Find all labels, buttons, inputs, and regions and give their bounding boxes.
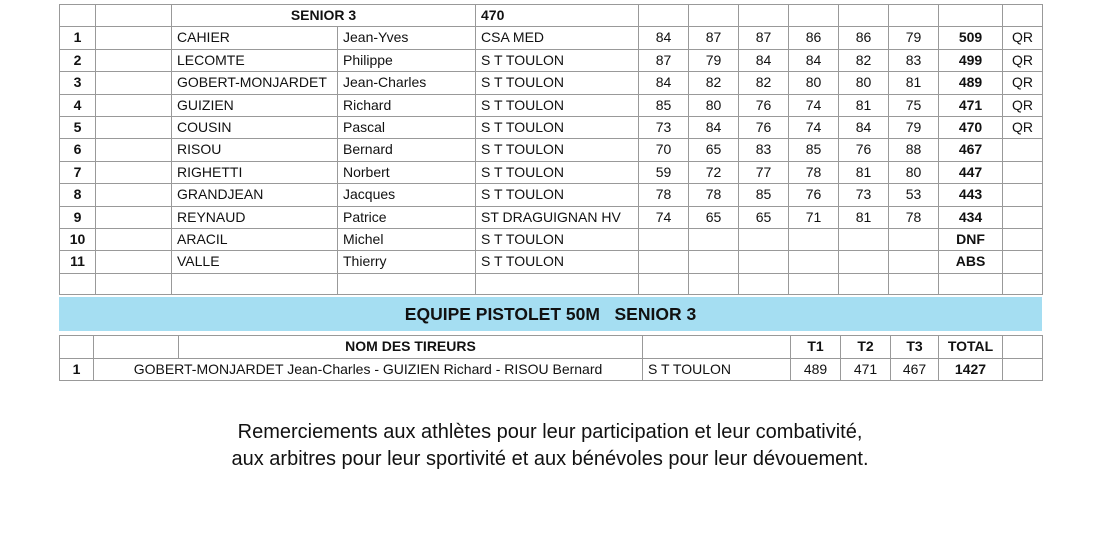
lastname-cell: RISOU bbox=[172, 139, 338, 161]
team-header-row bbox=[60, 336, 1043, 358]
series-score-cell: 74 bbox=[789, 117, 839, 139]
series-score-cell bbox=[839, 229, 889, 251]
series-score-cell: 79 bbox=[689, 49, 739, 71]
blank-cell bbox=[96, 5, 172, 27]
blank-cell bbox=[889, 5, 939, 27]
series-score-cell: 72 bbox=[689, 161, 739, 183]
series-score-cell: 76 bbox=[789, 184, 839, 206]
series-score-cell: 78 bbox=[689, 184, 739, 206]
lastname-cell: CAHIER bbox=[172, 27, 338, 49]
spacer-cell bbox=[338, 273, 476, 294]
series-score-cell: 80 bbox=[839, 72, 889, 94]
team-t3-cell: 467 bbox=[891, 358, 939, 380]
lastname-cell: LECOMTE bbox=[172, 49, 338, 71]
series-score-cell: 75 bbox=[889, 94, 939, 116]
individual-results-table bbox=[59, 4, 1043, 295]
series-score-cell: 84 bbox=[689, 117, 739, 139]
total-cell: 434 bbox=[939, 206, 1003, 228]
qualification-cell: QR bbox=[1003, 27, 1043, 49]
series-score-cell: 84 bbox=[839, 117, 889, 139]
blank-cell bbox=[689, 5, 739, 27]
total-cell: 467 bbox=[939, 139, 1003, 161]
series-score-cell: 80 bbox=[689, 94, 739, 116]
qualification-cell bbox=[1003, 184, 1043, 206]
athlete-row bbox=[60, 27, 1043, 49]
series-score-cell: 80 bbox=[789, 72, 839, 94]
spacer-cell bbox=[739, 273, 789, 294]
total-cell: 499 bbox=[939, 49, 1003, 71]
series-score-cell: 65 bbox=[739, 206, 789, 228]
series-score-cell bbox=[689, 229, 739, 251]
spacer-row bbox=[60, 273, 1043, 294]
lastname-cell: GOBERT-MONJARDET bbox=[172, 72, 338, 94]
series-score-cell: 73 bbox=[839, 184, 889, 206]
series-score-cell: 83 bbox=[889, 49, 939, 71]
series-score-cell: 78 bbox=[889, 206, 939, 228]
series-score-cell: 82 bbox=[839, 49, 889, 71]
rank-cell: 5 bbox=[60, 117, 96, 139]
series-score-cell: 78 bbox=[639, 184, 689, 206]
club-cell: CSA MED bbox=[476, 27, 639, 49]
series-score-cell: 87 bbox=[639, 49, 689, 71]
results-sheet bbox=[59, 4, 1042, 381]
series-score-cell: 74 bbox=[789, 94, 839, 116]
series-score-cell bbox=[839, 251, 889, 273]
series-score-cell bbox=[739, 251, 789, 273]
lastname-cell: GRANDJEAN bbox=[172, 184, 338, 206]
firstname-cell: Richard bbox=[338, 94, 476, 116]
club-cell: S T TOULON bbox=[476, 251, 639, 273]
team-t3-header: T3 bbox=[891, 336, 939, 358]
series-score-cell: 65 bbox=[689, 206, 739, 228]
series-score-cell: 71 bbox=[789, 206, 839, 228]
series-score-cell: 85 bbox=[639, 94, 689, 116]
total-cell: 470 bbox=[939, 117, 1003, 139]
team-results-table bbox=[59, 335, 1043, 381]
firstname-cell: Michel bbox=[338, 229, 476, 251]
blank-cell bbox=[96, 251, 172, 273]
athlete-row bbox=[60, 206, 1043, 228]
athlete-row bbox=[60, 94, 1043, 116]
firstname-cell: Jean-Charles bbox=[338, 72, 476, 94]
blank-cell bbox=[96, 27, 172, 49]
series-score-cell: 83 bbox=[739, 139, 789, 161]
club-cell: S T TOULON bbox=[476, 139, 639, 161]
series-score-cell: 82 bbox=[739, 72, 789, 94]
firstname-cell: Norbert bbox=[338, 161, 476, 183]
series-score-cell bbox=[789, 251, 839, 273]
lastname-cell: ARACIL bbox=[172, 229, 338, 251]
series-score-cell: 76 bbox=[739, 117, 789, 139]
qualification-cell: QR bbox=[1003, 72, 1043, 94]
spacer-cell bbox=[789, 273, 839, 294]
rank-cell: 9 bbox=[60, 206, 96, 228]
qualification-cell bbox=[1003, 161, 1043, 183]
club-cell: S T TOULON bbox=[476, 94, 639, 116]
series-score-cell bbox=[639, 251, 689, 273]
club-cell: ST DRAGUIGNAN HV bbox=[476, 206, 639, 228]
series-score-cell: 80 bbox=[889, 161, 939, 183]
firstname-cell: Thierry bbox=[338, 251, 476, 273]
series-score-cell: 84 bbox=[789, 49, 839, 71]
blank-cell bbox=[643, 336, 791, 358]
blank-cell bbox=[96, 206, 172, 228]
club-cell: S T TOULON bbox=[476, 117, 639, 139]
series-score-cell: 87 bbox=[739, 27, 789, 49]
athlete-row bbox=[60, 184, 1043, 206]
blank-cell bbox=[96, 72, 172, 94]
spacer-cell bbox=[1003, 273, 1043, 294]
series-score-cell: 81 bbox=[889, 72, 939, 94]
series-score-cell: 81 bbox=[839, 206, 889, 228]
series-score-cell: 65 bbox=[689, 139, 739, 161]
series-score-cell: 84 bbox=[639, 72, 689, 94]
series-score-cell: 76 bbox=[839, 139, 889, 161]
series-score-cell: 78 bbox=[789, 161, 839, 183]
total-cell: DNF bbox=[939, 229, 1003, 251]
club-cell: S T TOULON bbox=[476, 49, 639, 71]
series-score-cell: 86 bbox=[839, 27, 889, 49]
series-score-cell: 53 bbox=[889, 184, 939, 206]
spacer-cell bbox=[889, 273, 939, 294]
series-score-cell: 76 bbox=[739, 94, 789, 116]
series-score-cell: 79 bbox=[889, 117, 939, 139]
series-score-cell: 77 bbox=[739, 161, 789, 183]
qualification-cell bbox=[1003, 251, 1043, 273]
thanks-note bbox=[0, 419, 1100, 473]
club-cell: S T TOULON bbox=[476, 184, 639, 206]
team-names-header: NOM DES TIREURS bbox=[179, 336, 643, 358]
series-score-cell: 87 bbox=[689, 27, 739, 49]
series-score-cell: 70 bbox=[639, 139, 689, 161]
lastname-cell: RIGHETTI bbox=[172, 161, 338, 183]
blank-cell bbox=[96, 49, 172, 71]
series-score-cell: 85 bbox=[789, 139, 839, 161]
athlete-row bbox=[60, 117, 1043, 139]
blank-cell bbox=[939, 5, 1003, 27]
lastname-cell: GUIZIEN bbox=[172, 94, 338, 116]
team-t1-header: T1 bbox=[791, 336, 841, 358]
series-score-cell bbox=[789, 229, 839, 251]
blank-cell bbox=[96, 184, 172, 206]
athlete-row bbox=[60, 161, 1043, 183]
blank-cell bbox=[96, 139, 172, 161]
series-score-cell: 86 bbox=[789, 27, 839, 49]
athlete-row bbox=[60, 49, 1043, 71]
blank-cell bbox=[739, 5, 789, 27]
series-score-cell: 82 bbox=[689, 72, 739, 94]
blank-cell bbox=[1003, 358, 1043, 380]
firstname-cell: Patrice bbox=[338, 206, 476, 228]
team-names-cell: GOBERT-MONJARDET Jean-Charles - GUIZIEN Richard - RISOU Bernard bbox=[94, 358, 643, 380]
firstname-cell: Jacques bbox=[338, 184, 476, 206]
rank-cell: 8 bbox=[60, 184, 96, 206]
blank-cell bbox=[96, 94, 172, 116]
total-cell: ABS bbox=[939, 251, 1003, 273]
series-score-cell bbox=[889, 229, 939, 251]
total-cell: 443 bbox=[939, 184, 1003, 206]
blank-cell bbox=[1003, 336, 1043, 358]
blank-cell bbox=[839, 5, 889, 27]
blank-cell bbox=[96, 117, 172, 139]
spacer-cell bbox=[96, 273, 172, 294]
rank-cell: 1 bbox=[60, 27, 96, 49]
blank-cell bbox=[639, 5, 689, 27]
qualification-cell bbox=[1003, 229, 1043, 251]
total-cell: 447 bbox=[939, 161, 1003, 183]
spacer-cell bbox=[839, 273, 889, 294]
team-row bbox=[60, 358, 1043, 380]
team-t2-header: T2 bbox=[841, 336, 891, 358]
firstname-cell: Jean-Yves bbox=[338, 27, 476, 49]
spacer-cell bbox=[689, 273, 739, 294]
firstname-cell: Philippe bbox=[338, 49, 476, 71]
blank-cell bbox=[1003, 5, 1043, 27]
blank-cell bbox=[94, 336, 179, 358]
rank-cell: 10 bbox=[60, 229, 96, 251]
firstname-cell: Pascal bbox=[338, 117, 476, 139]
thanks-line-2: aux arbitres pour leur sportivité et aux bénévoles pour leur dévouement. bbox=[231, 448, 869, 470]
rank-cell: 11 bbox=[60, 251, 96, 273]
total-cell: 471 bbox=[939, 94, 1003, 116]
spacer-cell bbox=[639, 273, 689, 294]
series-score-cell: 88 bbox=[889, 139, 939, 161]
athlete-row bbox=[60, 229, 1043, 251]
lastname-cell: REYNAUD bbox=[172, 206, 338, 228]
blank-cell bbox=[96, 161, 172, 183]
series-score-cell: 81 bbox=[839, 161, 889, 183]
qualification-cell bbox=[1003, 139, 1043, 161]
series-score-cell: 74 bbox=[639, 206, 689, 228]
rank-cell: 7 bbox=[60, 161, 96, 183]
team-t2-cell: 471 bbox=[841, 358, 891, 380]
series-score-cell: 84 bbox=[639, 27, 689, 49]
blank-cell bbox=[60, 336, 94, 358]
rank-cell: 4 bbox=[60, 94, 96, 116]
lastname-cell: COUSIN bbox=[172, 117, 338, 139]
total-cell: 489 bbox=[939, 72, 1003, 94]
spacer-cell bbox=[939, 273, 1003, 294]
blank-cell bbox=[96, 229, 172, 251]
team-section-banner: EQUIPE PISTOLET 50M SENIOR 3 bbox=[59, 297, 1042, 331]
spacer-cell bbox=[172, 273, 338, 294]
team-total-header: TOTAL bbox=[939, 336, 1003, 358]
lastname-cell: VALLE bbox=[172, 251, 338, 273]
series-score-cell bbox=[639, 229, 689, 251]
athlete-row bbox=[60, 139, 1043, 161]
qualification-cell: QR bbox=[1003, 117, 1043, 139]
spacer-cell bbox=[476, 273, 639, 294]
series-score-cell: 59 bbox=[639, 161, 689, 183]
total-cell: 509 bbox=[939, 27, 1003, 49]
series-score-cell bbox=[889, 251, 939, 273]
blank-cell bbox=[789, 5, 839, 27]
club-cell: S T TOULON bbox=[476, 72, 639, 94]
athlete-row bbox=[60, 72, 1043, 94]
team-club-cell: S T TOULON bbox=[643, 358, 791, 380]
spacer-cell bbox=[60, 273, 96, 294]
series-score-cell: 73 bbox=[639, 117, 689, 139]
series-score-cell: 79 bbox=[889, 27, 939, 49]
rank-cell: 3 bbox=[60, 72, 96, 94]
firstname-cell: Bernard bbox=[338, 139, 476, 161]
thanks-line-1: Remerciements aux athlètes pour leur participation et leur combativité, bbox=[237, 421, 863, 443]
qualification-cell bbox=[1003, 206, 1043, 228]
category-label: SENIOR 3 bbox=[172, 5, 476, 27]
qualifying-score-label: 470 bbox=[476, 5, 639, 27]
qualification-cell: QR bbox=[1003, 49, 1043, 71]
athlete-row bbox=[60, 251, 1043, 273]
team-total-cell: 1427 bbox=[939, 358, 1003, 380]
rank-cell: 2 bbox=[60, 49, 96, 71]
series-score-cell bbox=[689, 251, 739, 273]
club-cell: S T TOULON bbox=[476, 161, 639, 183]
team-t1-cell: 489 bbox=[791, 358, 841, 380]
qualification-cell: QR bbox=[1003, 94, 1043, 116]
club-cell: S T TOULON bbox=[476, 229, 639, 251]
blank-cell bbox=[60, 5, 96, 27]
series-score-cell: 84 bbox=[739, 49, 789, 71]
category-header-row bbox=[60, 5, 1043, 27]
series-score-cell bbox=[739, 229, 789, 251]
series-score-cell: 81 bbox=[839, 94, 889, 116]
team-rank-cell: 1 bbox=[60, 358, 94, 380]
series-score-cell: 85 bbox=[739, 184, 789, 206]
rank-cell: 6 bbox=[60, 139, 96, 161]
